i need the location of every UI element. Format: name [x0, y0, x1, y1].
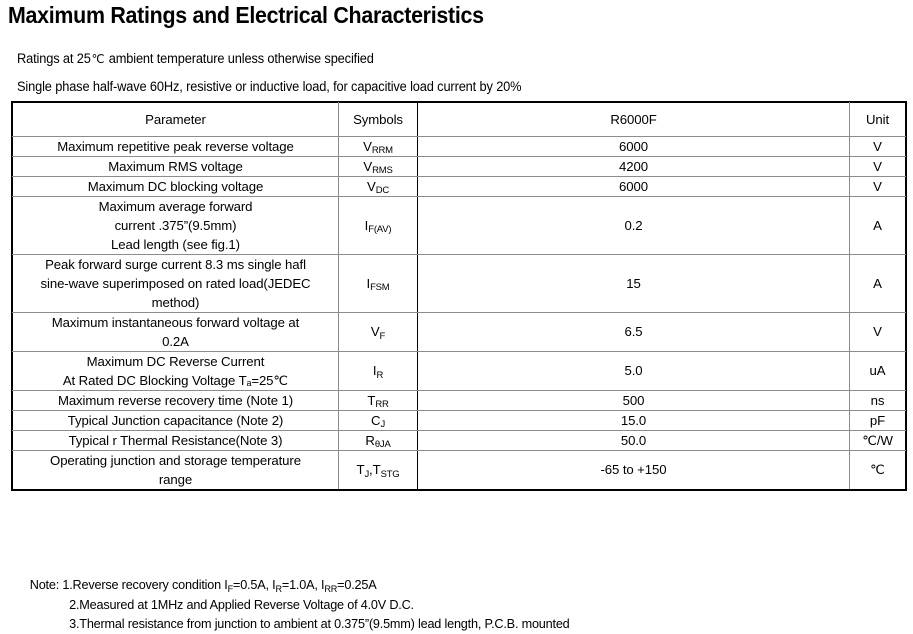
cell-value: 15.0: [418, 411, 850, 431]
table-row: [13, 157, 906, 177]
cell-parameter: Maximum instantaneous forward voltage at 0.2A: [13, 313, 339, 352]
notes-block: [0, 575, 913, 634]
column-header-symbols: Symbols: [339, 103, 418, 137]
cell-value: 50.0: [418, 431, 850, 451]
cell-value: 500: [418, 391, 850, 411]
subtitle-ratings-suffix: ambient temperature unless otherwise specified: [105, 51, 374, 66]
table-row: [13, 313, 906, 352]
cell-unit: A: [850, 255, 906, 313]
cell-symbol: $V_F$: [339, 313, 418, 352]
cell-value: 15: [418, 255, 850, 313]
cell-unit: V: [850, 177, 906, 197]
cell-unit: A: [850, 197, 906, 255]
column-header-unit: Unit: [850, 103, 906, 137]
table-row: [13, 391, 906, 411]
table-row: [13, 197, 906, 255]
cell-symbol: $C_J$: [339, 411, 418, 431]
cell-symbol: $R_{\theta JA}$: [339, 431, 418, 451]
table-row: [13, 431, 906, 451]
cell-value: 5.0: [418, 352, 850, 391]
cell-value: 6000: [418, 137, 850, 157]
cell-parameter: Typical Junction capacitance (Note 2): [13, 411, 339, 431]
cell-value: 0.2: [418, 197, 850, 255]
table-row: [13, 451, 906, 490]
ratings-table: [12, 102, 906, 490]
cell-parameter: Maximum RMS voltage: [13, 157, 339, 177]
cell-unit: V: [850, 313, 906, 352]
cell-symbol: $V_{RRM}$: [339, 137, 418, 157]
cell-parameter: Typical r Thermal Resistance(Note 3): [13, 431, 339, 451]
cell-symbol: $I_R$: [339, 352, 418, 391]
cell-parameter: Maximum DC blocking voltage: [13, 177, 339, 197]
subtitle-load-conditions: Single phase half-wave 60Hz, resistive or inductive load, for capacitive load current by 20%: [17, 79, 522, 94]
table-row: [13, 352, 906, 391]
cell-unit: V: [850, 137, 906, 157]
table-row: [13, 411, 906, 431]
note-line-1: Note: 1.Reverse recovery condition $I_F=0.5A$, $I_R=1.0A$, $I_{RR}=0.25A$: [29, 577, 377, 595]
cell-parameter: Maximum DC Reverse Current At Rated DC Blocking Voltage Tₐ=25℃: [13, 352, 339, 391]
cell-unit: ℃/W: [850, 431, 906, 451]
cell-symbol: $I_{F(AV)}$: [339, 197, 418, 255]
table-row: [13, 177, 906, 197]
cell-parameter: Peak forward surge current 8.3 ms single hafl sine-wave superimposed on rated load(JEDEC method): [13, 255, 339, 313]
cell-unit: ℃: [850, 451, 906, 490]
cell-value: -65 to +150: [418, 451, 850, 490]
cell-value: 6000: [418, 177, 850, 197]
cell-unit: uA: [850, 352, 906, 391]
cell-value: 6.5: [418, 313, 850, 352]
table-row: [13, 255, 906, 313]
note-line-3: 3.Thermal resistance from junction to ambient at 0.375”(9.5mm) lead length, P.C.B. mounted: [69, 616, 570, 631]
cell-value: 4200: [418, 157, 850, 177]
column-header-part-number: R6000F: [418, 103, 850, 137]
cell-symbol: $T_J,T_{STG}$: [339, 451, 418, 490]
page-title: Maximum Ratings and Electrical Characteristics: [8, 2, 484, 28]
subtitle-ratings-temperature: [17, 51, 374, 66]
cell-symbol: $V_{DC}$: [339, 177, 418, 197]
cell-unit: pF: [850, 411, 906, 431]
cell-parameter: Maximum reverse recovery time (Note 1): [13, 391, 339, 411]
cell-unit: V: [850, 157, 906, 177]
column-header-parameter: Parameter: [13, 103, 339, 137]
table-row: [13, 137, 906, 157]
cell-symbol: $V_{RMS}$: [339, 157, 418, 177]
cell-parameter: Maximum average forward current .375”(9.5mm) Lead length (see fig.1): [13, 197, 339, 255]
cell-unit: ns: [850, 391, 906, 411]
cell-symbol: $I_{FSM}$: [339, 255, 418, 313]
cell-parameter: Operating junction and storage temperature range: [13, 451, 339, 490]
note-line-2: 2.Measured at 1MHz and Applied Reverse Voltage of 4.0V D.C.: [69, 596, 414, 612]
cell-parameter: Maximum repetitive peak reverse voltage: [13, 137, 339, 157]
subtitle-ratings-prefix: Ratings at 25: [17, 51, 91, 66]
table-header-row: [13, 103, 906, 137]
cell-symbol: $T_{RR}$: [339, 391, 418, 411]
degree-celsius-icon: ℃: [91, 52, 105, 66]
